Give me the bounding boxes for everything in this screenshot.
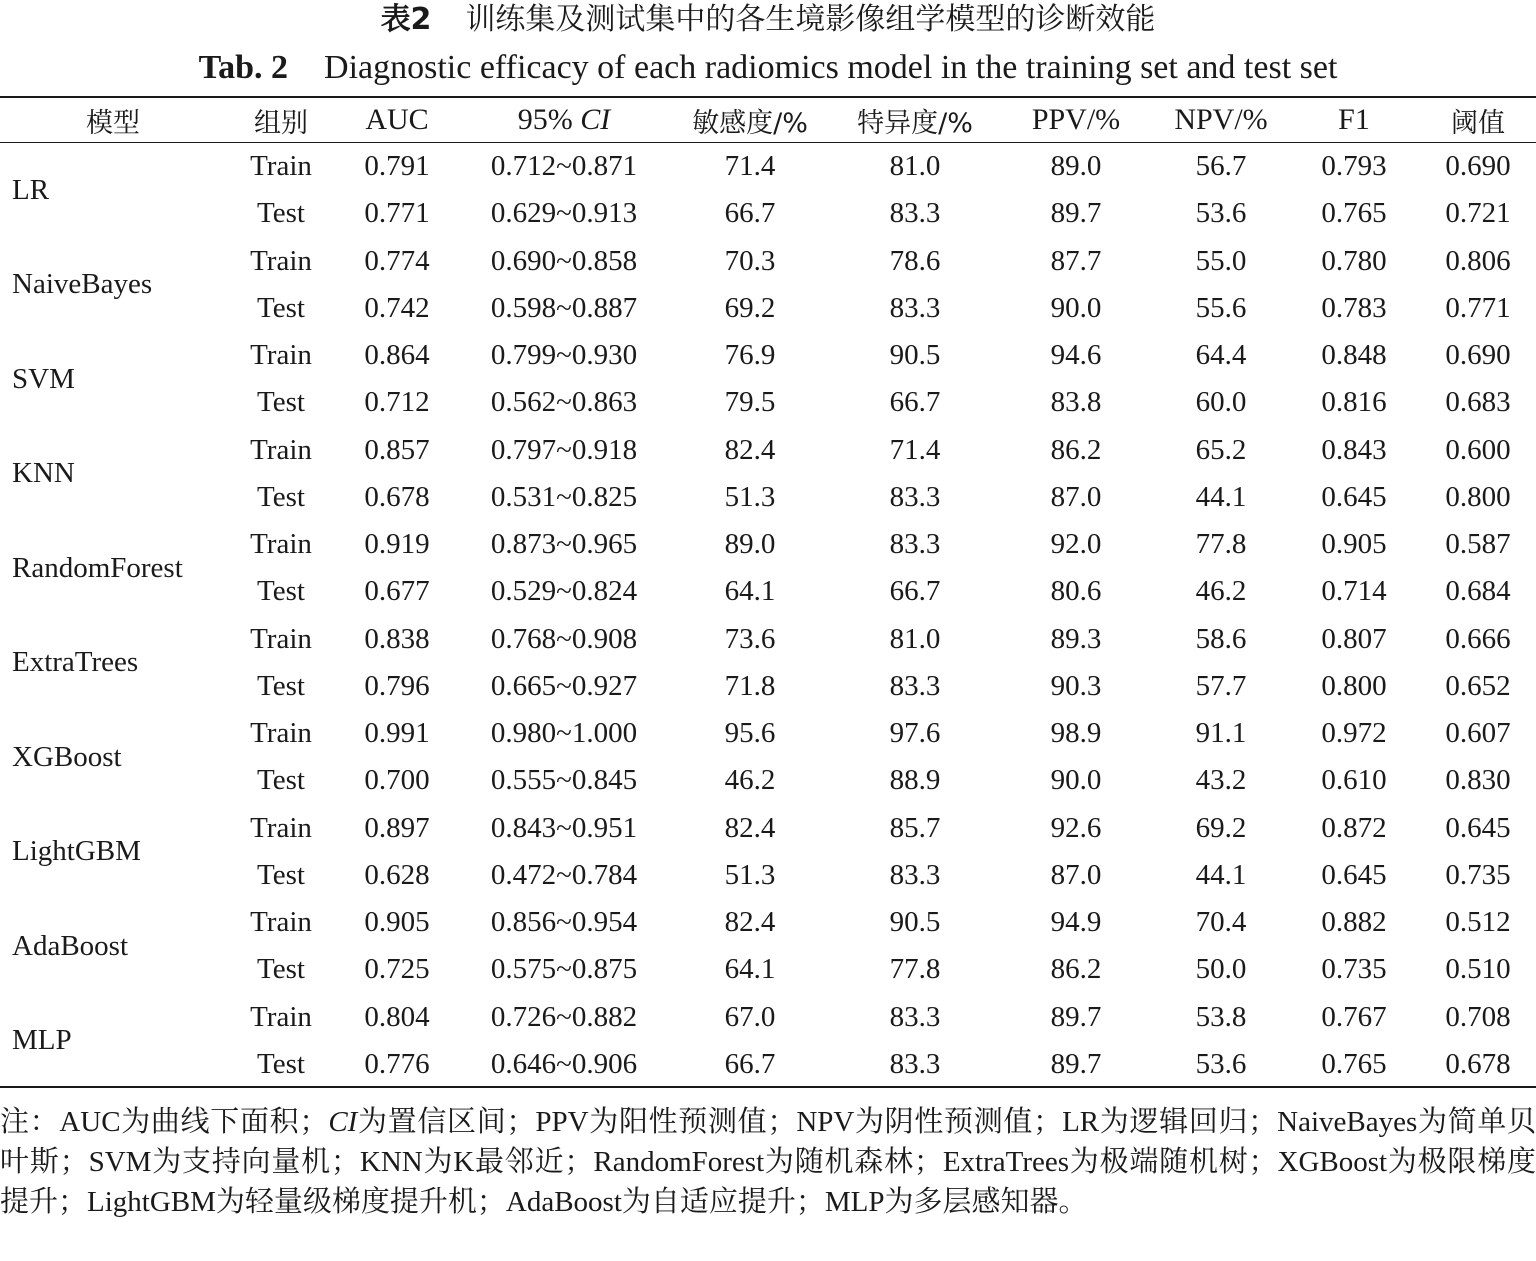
cell-auc: 0.897 bbox=[364, 811, 430, 844]
cell-f1: 0.872 bbox=[1321, 811, 1387, 844]
cell-group: Train bbox=[250, 528, 312, 561]
cell-ppv: 94.6 bbox=[1050, 339, 1102, 372]
table-title-english bbox=[0, 46, 1536, 90]
cell-threshold: 0.721 bbox=[1445, 197, 1511, 230]
header-ci-prefix: 95% bbox=[517, 103, 581, 136]
cell-group: Test bbox=[257, 858, 305, 891]
cell-npv: 77.8 bbox=[1195, 528, 1247, 561]
cell-auc: 0.804 bbox=[364, 1000, 430, 1033]
cell-sensitivity: 70.3 bbox=[724, 244, 776, 277]
cell-specificity: 90.5 bbox=[889, 906, 941, 939]
cell-ppv: 87.0 bbox=[1050, 858, 1102, 891]
cell-ppv: 89.7 bbox=[1050, 197, 1102, 230]
cell-npv: 56.7 bbox=[1195, 150, 1247, 183]
cell-group: Train bbox=[250, 811, 312, 844]
cell-group: Test bbox=[257, 291, 305, 324]
cell-auc: 0.991 bbox=[364, 717, 430, 750]
cell-ci: 0.799~0.930 bbox=[490, 339, 638, 372]
model-name: NaiveBayes bbox=[12, 268, 153, 301]
cell-sensitivity: 73.6 bbox=[724, 622, 776, 655]
cell-ppv: 90.0 bbox=[1050, 764, 1102, 797]
cell-auc: 0.791 bbox=[364, 150, 430, 183]
cell-auc: 0.905 bbox=[364, 906, 430, 939]
cell-specificity: 90.5 bbox=[889, 339, 941, 372]
header-auc: AUC bbox=[365, 103, 429, 136]
cell-ppv: 92.6 bbox=[1050, 811, 1102, 844]
cell-auc: 0.742 bbox=[364, 291, 430, 324]
cell-f1: 0.905 bbox=[1321, 528, 1387, 561]
cell-threshold: 0.708 bbox=[1445, 1000, 1511, 1033]
cell-npv: 53.6 bbox=[1195, 197, 1247, 230]
cell-auc: 0.776 bbox=[364, 1047, 430, 1080]
cell-npv: 53.8 bbox=[1195, 1000, 1247, 1033]
cell-ci: 0.531~0.825 bbox=[490, 480, 638, 513]
cell-ci: 0.690~0.858 bbox=[490, 244, 638, 277]
cell-npv: 55.0 bbox=[1195, 244, 1247, 277]
cell-specificity: 78.6 bbox=[889, 244, 941, 277]
cell-f1: 0.848 bbox=[1321, 339, 1387, 372]
cell-npv: 60.0 bbox=[1195, 386, 1247, 419]
cell-auc: 0.700 bbox=[364, 764, 430, 797]
cell-specificity: 85.7 bbox=[889, 811, 941, 844]
cell-sensitivity: 71.4 bbox=[724, 150, 776, 183]
cell-npv: 44.1 bbox=[1195, 858, 1247, 891]
header-specificity: 特异度/% bbox=[857, 107, 973, 139]
cell-threshold: 0.607 bbox=[1445, 717, 1511, 750]
table-row bbox=[0, 474, 1536, 521]
cell-ci: 0.797~0.918 bbox=[490, 433, 638, 466]
cell-threshold: 0.600 bbox=[1445, 433, 1511, 466]
cell-npv: 44.1 bbox=[1195, 480, 1247, 513]
model-name: LightGBM bbox=[12, 835, 141, 868]
header-ci-italic: CI bbox=[580, 103, 611, 136]
cell-ci: 0.529~0.824 bbox=[490, 575, 638, 608]
table-row bbox=[0, 143, 1536, 190]
cell-npv: 70.4 bbox=[1195, 906, 1247, 939]
cell-sensitivity: 82.4 bbox=[724, 433, 776, 466]
cell-ppv: 86.2 bbox=[1050, 953, 1102, 986]
cell-f1: 0.972 bbox=[1321, 717, 1387, 750]
cell-sensitivity: 69.2 bbox=[724, 291, 776, 324]
table-bottom-rule bbox=[0, 1086, 1536, 1088]
cell-npv: 53.6 bbox=[1195, 1047, 1247, 1080]
cell-sensitivity: 64.1 bbox=[724, 953, 776, 986]
cell-threshold: 0.645 bbox=[1445, 811, 1511, 844]
cell-npv: 64.4 bbox=[1195, 339, 1247, 372]
cell-threshold: 0.652 bbox=[1445, 669, 1511, 702]
cell-ppv: 89.0 bbox=[1050, 150, 1102, 183]
cell-group: Train bbox=[250, 1000, 312, 1033]
cell-f1: 0.816 bbox=[1321, 386, 1387, 419]
cell-npv: 46.2 bbox=[1195, 575, 1247, 608]
header-sensitivity: 敏感度/% bbox=[692, 107, 808, 139]
cell-ci: 0.856~0.954 bbox=[490, 906, 638, 939]
table-row bbox=[0, 238, 1536, 285]
cell-sensitivity: 67.0 bbox=[724, 1000, 776, 1033]
cell-ci: 0.712~0.871 bbox=[490, 150, 638, 183]
cell-specificity: 83.3 bbox=[889, 197, 941, 230]
cell-npv: 65.2 bbox=[1195, 433, 1247, 466]
header-f1: F1 bbox=[1338, 103, 1370, 136]
table-row bbox=[0, 710, 1536, 757]
cell-group: Test bbox=[257, 386, 305, 419]
table-caption-chinese: 训练集及测试集中的各生境影像组学模型的诊断效能 bbox=[465, 2, 1156, 37]
table-row bbox=[0, 757, 1536, 804]
cell-specificity: 83.3 bbox=[889, 528, 941, 561]
model-name: LR bbox=[12, 173, 50, 206]
cell-f1: 0.645 bbox=[1321, 480, 1387, 513]
cell-auc: 0.838 bbox=[364, 622, 430, 655]
cell-ci: 0.562~0.863 bbox=[490, 386, 638, 419]
cell-threshold: 0.735 bbox=[1445, 858, 1511, 891]
cell-specificity: 83.3 bbox=[889, 291, 941, 324]
cell-ppv: 98.9 bbox=[1050, 717, 1102, 750]
cell-auc: 0.771 bbox=[364, 197, 430, 230]
cell-ci: 0.598~0.887 bbox=[490, 291, 638, 324]
cell-threshold: 0.800 bbox=[1445, 480, 1511, 513]
model-name: KNN bbox=[12, 457, 75, 490]
cell-specificity: 81.0 bbox=[889, 622, 941, 655]
cell-sensitivity: 64.1 bbox=[724, 575, 776, 608]
cell-specificity: 97.6 bbox=[889, 717, 941, 750]
cell-ci: 0.646~0.906 bbox=[490, 1047, 638, 1080]
cell-auc: 0.725 bbox=[364, 953, 430, 986]
cell-f1: 0.807 bbox=[1321, 622, 1387, 655]
cell-specificity: 83.3 bbox=[889, 1000, 941, 1033]
cell-f1: 0.780 bbox=[1321, 244, 1387, 277]
header-npv: NPV/% bbox=[1174, 103, 1268, 136]
table-row bbox=[0, 805, 1536, 852]
cell-specificity: 83.3 bbox=[889, 1047, 941, 1080]
cell-group: Test bbox=[257, 575, 305, 608]
cell-ppv: 83.8 bbox=[1050, 386, 1102, 419]
model-name: RandomForest bbox=[12, 551, 183, 584]
cell-ppv: 90.0 bbox=[1050, 291, 1102, 324]
cell-group: Train bbox=[250, 906, 312, 939]
cell-threshold: 0.666 bbox=[1445, 622, 1511, 655]
cell-group: Train bbox=[250, 433, 312, 466]
cell-f1: 0.645 bbox=[1321, 858, 1387, 891]
cell-sensitivity: 76.9 bbox=[724, 339, 776, 372]
table-row bbox=[0, 285, 1536, 332]
header-model: 模型 bbox=[86, 107, 140, 139]
cell-f1: 0.800 bbox=[1321, 669, 1387, 702]
cell-npv: 57.7 bbox=[1195, 669, 1247, 702]
cell-npv: 91.1 bbox=[1195, 717, 1247, 750]
table-number-chinese: 表2 bbox=[380, 2, 432, 37]
cell-auc: 0.712 bbox=[364, 386, 430, 419]
cell-sensitivity: 95.6 bbox=[724, 717, 776, 750]
cell-threshold: 0.771 bbox=[1445, 291, 1511, 324]
cell-auc: 0.864 bbox=[364, 339, 430, 372]
cell-threshold: 0.806 bbox=[1445, 244, 1511, 277]
cell-ppv: 86.2 bbox=[1050, 433, 1102, 466]
cell-group: Train bbox=[250, 150, 312, 183]
model-name: ExtraTrees bbox=[12, 646, 139, 679]
cell-sensitivity: 51.3 bbox=[724, 858, 776, 891]
cell-sensitivity: 89.0 bbox=[724, 528, 776, 561]
cell-auc: 0.796 bbox=[364, 669, 430, 702]
cell-auc: 0.919 bbox=[364, 528, 430, 561]
cell-group: Train bbox=[250, 339, 312, 372]
cell-npv: 55.6 bbox=[1195, 291, 1247, 324]
table-row bbox=[0, 946, 1536, 993]
cell-ci: 0.629~0.913 bbox=[490, 197, 638, 230]
cell-ppv: 90.3 bbox=[1050, 669, 1102, 702]
cell-f1: 0.735 bbox=[1321, 953, 1387, 986]
footnote-ci-italic: CI bbox=[328, 1106, 358, 1138]
table-row bbox=[0, 994, 1536, 1041]
footnote-lead: 注：AUC为曲线下面积； bbox=[0, 1106, 329, 1138]
cell-sensitivity: 51.3 bbox=[724, 480, 776, 513]
cell-sensitivity: 66.7 bbox=[724, 197, 776, 230]
cell-ci: 0.472~0.784 bbox=[490, 858, 638, 891]
cell-threshold: 0.587 bbox=[1445, 528, 1511, 561]
cell-group: Train bbox=[250, 622, 312, 655]
table-row bbox=[0, 521, 1536, 568]
cell-ppv: 89.7 bbox=[1050, 1000, 1102, 1033]
cell-sensitivity: 66.7 bbox=[724, 1047, 776, 1080]
table-footnote bbox=[0, 1102, 1536, 1222]
table-row bbox=[0, 427, 1536, 474]
cell-specificity: 83.3 bbox=[889, 669, 941, 702]
cell-f1: 0.765 bbox=[1321, 197, 1387, 230]
cell-sensitivity: 71.8 bbox=[724, 669, 776, 702]
table-caption-english: Diagnostic efficacy of each radiomics model in the training set and test set bbox=[324, 49, 1338, 86]
table-row bbox=[0, 332, 1536, 379]
cell-npv: 43.2 bbox=[1195, 764, 1247, 797]
cell-specificity: 71.4 bbox=[889, 433, 941, 466]
cell-ppv: 87.7 bbox=[1050, 244, 1102, 277]
cell-threshold: 0.510 bbox=[1445, 953, 1511, 986]
cell-specificity: 66.7 bbox=[889, 575, 941, 608]
model-name: XGBoost bbox=[12, 740, 122, 773]
model-name: AdaBoost bbox=[12, 929, 128, 962]
cell-threshold: 0.830 bbox=[1445, 764, 1511, 797]
cell-ci: 0.873~0.965 bbox=[490, 528, 638, 561]
cell-ci: 0.768~0.908 bbox=[490, 622, 638, 655]
cell-sensitivity: 82.4 bbox=[724, 906, 776, 939]
cell-ppv: 89.3 bbox=[1050, 622, 1102, 655]
table-row bbox=[0, 190, 1536, 237]
cell-f1: 0.767 bbox=[1321, 1000, 1387, 1033]
cell-f1: 0.610 bbox=[1321, 764, 1387, 797]
cell-sensitivity: 82.4 bbox=[724, 811, 776, 844]
cell-specificity: 66.7 bbox=[889, 386, 941, 419]
cell-threshold: 0.683 bbox=[1445, 386, 1511, 419]
cell-group: Test bbox=[257, 953, 305, 986]
cell-sensitivity: 79.5 bbox=[724, 386, 776, 419]
cell-group: Test bbox=[257, 764, 305, 797]
cell-auc: 0.678 bbox=[364, 480, 430, 513]
cell-ppv: 94.9 bbox=[1050, 906, 1102, 939]
cell-f1: 0.793 bbox=[1321, 150, 1387, 183]
table-row bbox=[0, 899, 1536, 946]
cell-group: Train bbox=[250, 717, 312, 750]
cell-ppv: 80.6 bbox=[1050, 575, 1102, 608]
table-title-chinese bbox=[0, 0, 1536, 40]
cell-auc: 0.857 bbox=[364, 433, 430, 466]
cell-f1: 0.714 bbox=[1321, 575, 1387, 608]
cell-ci: 0.555~0.845 bbox=[490, 764, 638, 797]
header-threshold: 阈值 bbox=[1451, 107, 1505, 139]
cell-threshold: 0.690 bbox=[1445, 150, 1511, 183]
cell-specificity: 88.9 bbox=[889, 764, 941, 797]
cell-group: Test bbox=[257, 197, 305, 230]
cell-specificity: 83.3 bbox=[889, 480, 941, 513]
cell-threshold: 0.512 bbox=[1445, 906, 1511, 939]
cell-threshold: 0.684 bbox=[1445, 575, 1511, 608]
table-row bbox=[0, 852, 1536, 899]
cell-specificity: 81.0 bbox=[889, 150, 941, 183]
cell-ci: 0.843~0.951 bbox=[490, 811, 638, 844]
cell-ci: 0.575~0.875 bbox=[490, 953, 638, 986]
cell-auc: 0.774 bbox=[364, 244, 430, 277]
table-row bbox=[0, 1041, 1536, 1088]
cell-ci: 0.665~0.927 bbox=[490, 669, 638, 702]
cell-group: Test bbox=[257, 1047, 305, 1080]
cell-npv: 58.6 bbox=[1195, 622, 1247, 655]
cell-auc: 0.628 bbox=[364, 858, 430, 891]
cell-f1: 0.783 bbox=[1321, 291, 1387, 324]
cell-group: Test bbox=[257, 480, 305, 513]
model-name: MLP bbox=[12, 1024, 72, 1057]
cell-npv: 50.0 bbox=[1195, 953, 1247, 986]
header-group: 组别 bbox=[254, 107, 308, 139]
table-row bbox=[0, 379, 1536, 426]
cell-ppv: 89.7 bbox=[1050, 1047, 1102, 1080]
model-name: SVM bbox=[12, 362, 75, 395]
table-row bbox=[0, 616, 1536, 663]
cell-specificity: 77.8 bbox=[889, 953, 941, 986]
cell-threshold: 0.690 bbox=[1445, 339, 1511, 372]
header-ci bbox=[472, 98, 656, 142]
cell-group: Test bbox=[257, 669, 305, 702]
cell-f1: 0.882 bbox=[1321, 906, 1387, 939]
cell-ppv: 87.0 bbox=[1050, 480, 1102, 513]
cell-f1: 0.843 bbox=[1321, 433, 1387, 466]
cell-auc: 0.677 bbox=[364, 575, 430, 608]
table-number-english: Tab. 2 bbox=[198, 49, 289, 86]
header-ppv: PPV/% bbox=[1031, 103, 1121, 136]
footnote-rest: 为置信区间；PPV为阳性预测值；NPV为阴性预测值；LR为逻辑回归；NaiveBayes为简单贝叶斯；SVM为支持向量机；KNN为K最邻近；RandomForest为随机森林；ExtraTrees为极端随机树；XGBoost为极限梯度提升；LightGBM为轻量级梯度提升机；AdaBoost为自适应提升；MLP为多层感知器。 bbox=[0, 1106, 1536, 1218]
cell-sensitivity: 46.2 bbox=[724, 764, 776, 797]
cell-ci: 0.726~0.882 bbox=[490, 1000, 638, 1033]
cell-ci: 0.980~1.000 bbox=[490, 717, 638, 750]
table-row bbox=[0, 663, 1536, 710]
cell-threshold: 0.678 bbox=[1445, 1047, 1511, 1080]
cell-group: Train bbox=[250, 244, 312, 277]
cell-f1: 0.765 bbox=[1321, 1047, 1387, 1080]
cell-npv: 69.2 bbox=[1195, 811, 1247, 844]
table-row bbox=[0, 568, 1536, 615]
cell-specificity: 83.3 bbox=[889, 858, 941, 891]
cell-ppv: 92.0 bbox=[1050, 528, 1102, 561]
